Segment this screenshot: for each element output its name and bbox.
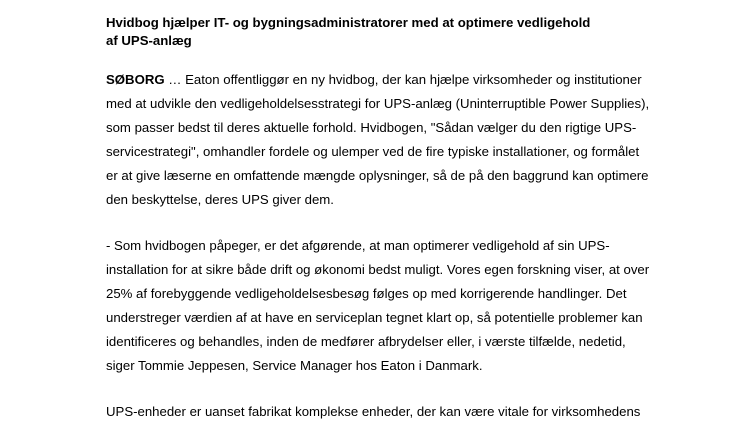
paragraph-line: identificeres og behandles, inden de medfører afbrydelser eller, i værste tilfælde, nedetid,: [106, 334, 626, 349]
paragraph-line: 25% af forebyggende vedligeholdelsesbesøg følges op med korrigerende handlinger. Det: [106, 286, 627, 301]
paragraph-line: den beskyttelse, deres UPS giver dem.: [106, 192, 334, 207]
paragraph-line: med at udvikle den vedligeholdelsesstrategi for UPS-anlæg (Uninterruptible Power Supplies),: [106, 96, 650, 111]
paragraph-line: som passer bedst til deres aktuelle forhold. Hvidbogen, "Sådan vælger du den rigtige UPS-: [106, 120, 637, 135]
paragraph-line-text: … Eaton offentliggør en ny hvidbog, der kan hjælpe virksomheder og institutioner: [164, 72, 642, 87]
paragraph-line: - Som hvidbogen påpeger, er det afgørende, at man optimerer vedligehold af sin UPS-: [106, 238, 610, 253]
paragraph-intro: [106, 68, 666, 212]
press-release-page: [106, 14, 666, 446]
paragraph-line: er at give læserne en omfattende mængde oplysninger, så de på den baggrund kan optimere: [106, 168, 649, 183]
paragraph-ups-units: [106, 400, 666, 424]
paragraph-line: siger Tommie Jeppesen, Service Manager hos Eaton i Danmark.: [106, 358, 483, 373]
title-line: af UPS-anlæg: [106, 33, 192, 48]
document-title: [106, 14, 666, 50]
paragraph-line: servicestrategi", omhandler fordele og ulemper ved de fire typiske installationer, og formålet: [106, 144, 640, 159]
paragraph-line: UPS-enheder er uanset fabrikat komplekse enheder, der kan være vitale for virksomhedens: [106, 404, 641, 419]
paragraph-line: installation for at sikre både drift og økonomi bedst muligt. Vores egen forskning viser, at over: [106, 262, 650, 277]
paragraph-line: understreger værdien af at have en serviceplan tegnet klart op, så potentielle problemer kan: [106, 310, 643, 325]
dateline: SØBORG: [106, 72, 165, 87]
paragraph-line: [106, 68, 666, 92]
title-line: Hvidbog hjælper IT- og bygningsadministratorer med at optimere vedligehold: [106, 15, 591, 30]
paragraph-quote: [106, 234, 666, 378]
